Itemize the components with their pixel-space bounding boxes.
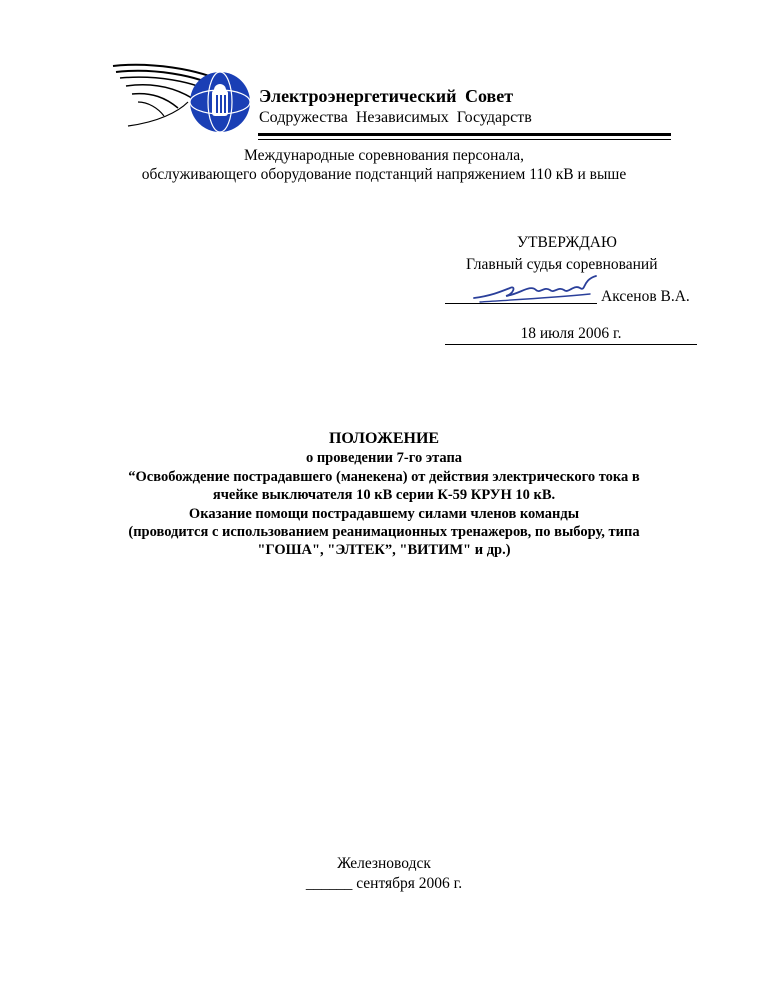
title-line: о проведении 7-го этапа bbox=[305, 450, 463, 466]
org-name: Электроэнергетический Совет bbox=[259, 86, 514, 106]
title-line: (проводится с использованием реанимационных тренажеров, по выбору, типа bbox=[128, 524, 640, 540]
approval-date: 18 июля 2006 г. bbox=[520, 325, 622, 342]
title-line: “Освобождение пострадавшего (манекена) от действия электрического тока в bbox=[128, 469, 640, 485]
competition-line-2: обслуживающего оборудование подстанций напряжением 110 кВ и выше bbox=[141, 166, 627, 183]
signature-line bbox=[445, 303, 597, 304]
title-line: "ГОША", "ЭЛТЕК”, "ВИТИМ" и др.) bbox=[257, 542, 511, 558]
title-line: ячейке выключателя 10 кВ серии К-59 КРУН 10 кВ. bbox=[212, 487, 556, 503]
date-underline bbox=[445, 344, 697, 345]
title-line: Оказание помощи пострадавшему силами членов команды bbox=[188, 506, 580, 522]
approve-label: УТВЕРЖДАЮ bbox=[517, 234, 617, 251]
judge-name: Аксенов В.А. bbox=[601, 288, 690, 305]
header-rule bbox=[258, 133, 671, 136]
org-subtitle: Содружества Независимых Государств bbox=[259, 109, 532, 126]
document-title: ПОЛОЖЕНИЕ bbox=[328, 430, 440, 447]
competition-line-1: Международные соревнования персонала, bbox=[244, 147, 524, 164]
header-rule-thin bbox=[258, 139, 671, 140]
footer-date: ______ сентября 2006 г. bbox=[305, 875, 463, 892]
judge-title: Главный судья соревнований bbox=[466, 256, 658, 273]
cis-logo bbox=[108, 62, 258, 140]
place-name: Железноводск bbox=[337, 855, 431, 872]
